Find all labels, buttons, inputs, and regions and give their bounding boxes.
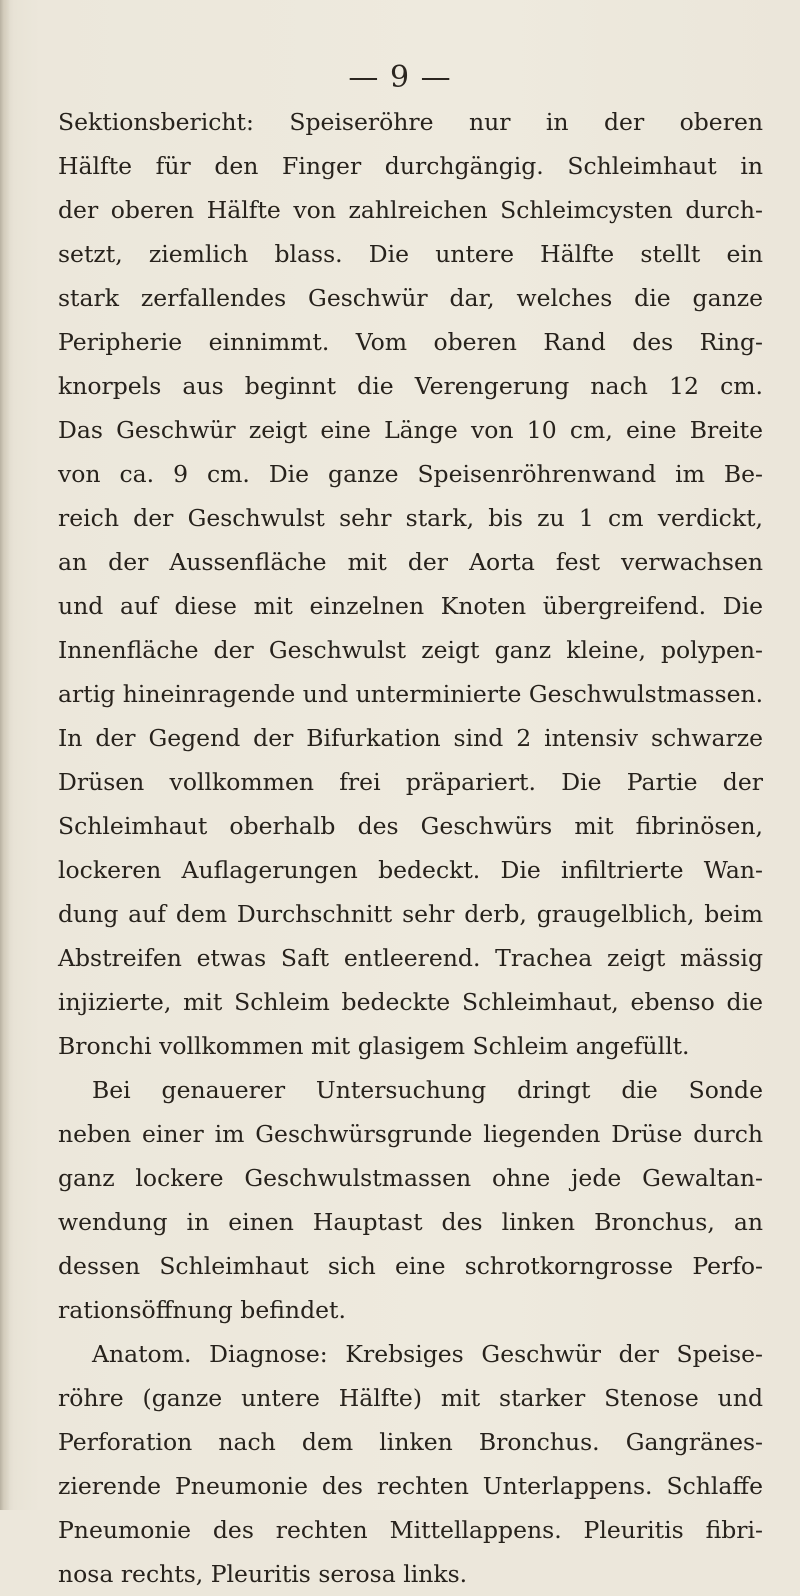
paragraph-untersuchung	[58, 1068, 763, 1332]
text-line: Perforation nach dem linken Bronchus. Gangränes-	[58, 1428, 763, 1456]
text-line: Hälfte für den Finger durchgängig. Schleimhaut in	[58, 152, 763, 180]
body-text	[58, 100, 763, 1596]
text-line: zierende Pneumonie des rechten Unterlappens. Schlaffe	[58, 1472, 763, 1500]
text-line: neben einer im Geschwürsgrunde liegenden Drüse durch	[58, 1120, 763, 1148]
text-line: rationsöffnung befindet.	[58, 1296, 346, 1324]
text-line: von ca. 9 cm. Die ganze Speisenröhrenwand im Be-	[58, 460, 763, 488]
text-line: röhre (ganze untere Hälfte) mit starker Stenose und	[58, 1384, 763, 1412]
paragraph-sektionsbericht	[58, 100, 763, 1068]
text-line: In der Gegend der Bifurkation sind 2 intensiv schwarze	[58, 724, 763, 752]
text-line: der oberen Hälfte von zahlreichen Schleimcysten durch-	[58, 196, 763, 224]
text-line: dung auf dem Durchschnitt sehr derb, graugelblich, beim	[58, 900, 763, 928]
text-line: dessen Schleimhaut sich eine schrotkorngrosse Perfo-	[58, 1252, 763, 1280]
text-line: reich der Geschwulst sehr stark, bis zu 1 cm verdickt,	[58, 504, 763, 532]
text-line: lockeren Auflagerungen bedeckt. Die infiltrierte Wan-	[58, 856, 763, 884]
text-line: setzt, ziemlich blass. Die untere Hälfte stellt ein	[58, 240, 763, 268]
text-line: Bronchi vollkommen mit glasigem Schleim angefüllt.	[58, 1032, 690, 1060]
text-line: wendung in einen Hauptast des linken Bronchus, an	[58, 1208, 763, 1236]
text-line: an der Aussenfläche mit der Aorta fest verwachsen	[58, 548, 763, 576]
text-line: Sektionsbericht: Speiseröhre nur in der oberen	[58, 108, 763, 136]
text-line: nosa rechts, Pleuritis serosa links.	[58, 1560, 468, 1588]
page-binding-shadow	[0, 0, 10, 1510]
text-line: Innenfläche der Geschwulst zeigt ganz kleine, polypen-	[58, 636, 763, 664]
text-line: Schleimhaut oberhalb des Geschwürs mit fibrinösen,	[58, 812, 763, 840]
text-line: artig hineinragende und unterminierte Geschwulstmassen.	[58, 680, 764, 708]
text-line: und auf diese mit einzelnen Knoten übergreifend. Die	[58, 592, 763, 620]
text-line: Peripherie einnimmt. Vom oberen Rand des Ring-	[58, 328, 763, 356]
paragraph-diagnose	[58, 1332, 763, 1596]
text-line: stark zerfallendes Geschwür dar, welches die ganze	[58, 284, 763, 312]
text-line: injizierte, mit Schleim bedeckte Schleimhaut, ebenso die	[58, 988, 763, 1016]
text-line: ganz lockere Geschwulstmassen ohne jede Gewaltan-	[58, 1164, 763, 1192]
text-line: Abstreifen etwas Saft entleerend. Trachea zeigt mässig	[58, 944, 763, 972]
text-line: Anatom. Diagnose: Krebsiges Geschwür der Speise-	[92, 1340, 763, 1368]
page-number: — 9 —	[348, 60, 452, 95]
text-line: Pneumonie des rechten Mittellappens. Pleuritis fibri-	[58, 1516, 763, 1544]
text-line: Drüsen vollkommen frei präpariert. Die Partie der	[58, 768, 763, 796]
text-line: knorpels aus beginnt die Verengerung nach 12 cm.	[58, 372, 763, 400]
text-line: Das Geschwür zeigt eine Länge von 10 cm, eine Breite	[58, 416, 763, 444]
text-line: Bei genauerer Untersuchung dringt die Sonde	[92, 1076, 763, 1104]
